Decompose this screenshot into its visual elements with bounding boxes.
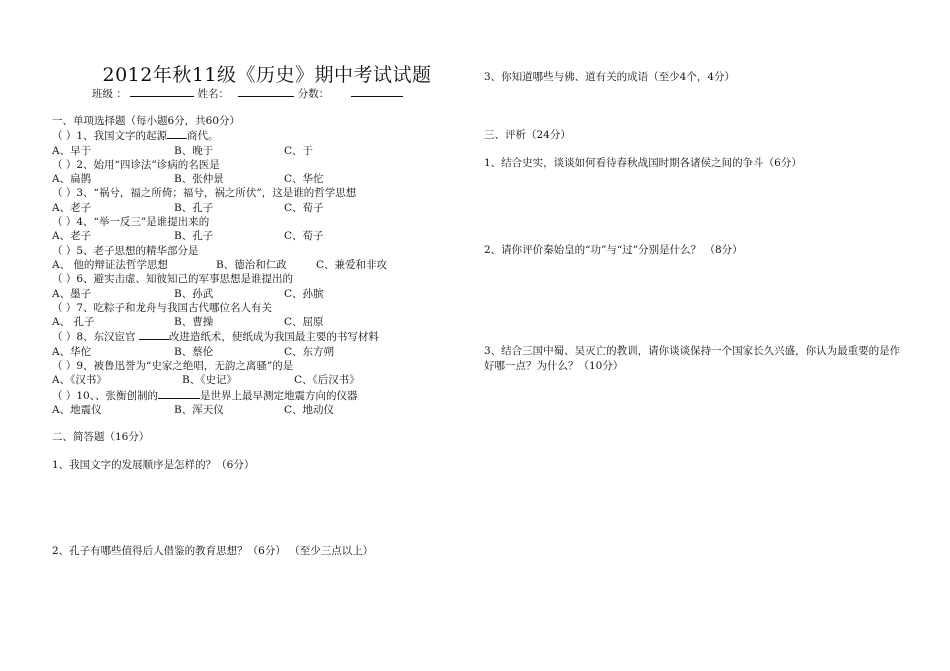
question-7-stem: （ ）7、吃粽子和龙舟与我国古代哪位名人有关 xyxy=(52,301,273,314)
question-10-stem: （ ）10、、张衡创制的 是世界上最早测定地震方向的仪器 xyxy=(52,389,358,402)
option-a[interactable]: A、《汉书》 xyxy=(52,374,107,387)
question-1-stem: （ ）1、我国文字的起源 商代。 xyxy=(52,130,219,143)
class-label: 班级 ： xyxy=(92,88,127,100)
option-b[interactable]: B、浑天仪 xyxy=(174,403,224,416)
option-a[interactable]: A、早于 xyxy=(52,144,92,157)
option-a[interactable]: A、老子 xyxy=(52,230,92,243)
score-blank[interactable] xyxy=(351,86,403,97)
question-7-options xyxy=(52,315,379,329)
student-info-line xyxy=(92,86,403,101)
option-a[interactable]: A、华佗 xyxy=(52,345,92,358)
short-answer-question-1: 1、我国文字的发展顺序是怎样的？（6分） xyxy=(52,459,255,471)
evaluation-question-2: 2、请你评价秦始皇的“功”与“过”分别是什么？ （8分） xyxy=(484,244,743,256)
question-10-options xyxy=(52,403,379,417)
option-c[interactable]: C、孙膑 xyxy=(284,287,324,300)
name-blank[interactable] xyxy=(238,86,294,97)
short-answer-question-2: 2、孔子有哪些值得后人借鉴的教育思想？（6分） （至少三点以上） xyxy=(52,545,374,557)
question-8-stem: （ ）8、东汉宦官 改进造纸术，使纸成为我国最主要的书写材料 xyxy=(52,331,379,344)
question-6-stem: （ ）6、避实击虚、知彼知己的军事思想是谁提出的 xyxy=(52,273,294,286)
section-multiple-choice xyxy=(52,114,388,417)
question-2-stem: （ ）2、始用“四诊法”诊病的名医是 xyxy=(52,158,220,171)
score-label: 分数： xyxy=(297,88,330,100)
answer-blank[interactable] xyxy=(167,128,187,139)
option-c[interactable]: C、荀子 xyxy=(284,201,324,214)
option-c[interactable]: C、兼爱和非攻 xyxy=(316,258,388,271)
answer-blank[interactable] xyxy=(158,388,200,399)
option-b[interactable]: B、德治和仁政 xyxy=(216,258,287,271)
name-label: 姓名： xyxy=(197,88,230,100)
option-b[interactable]: B、张仲景 xyxy=(174,173,224,186)
answer-blank[interactable] xyxy=(139,329,169,340)
option-a[interactable]: A、 孔子 xyxy=(52,316,95,329)
question-8-options xyxy=(52,345,379,359)
question-5-stem: （ ）5、老子思想的精华部分是 xyxy=(52,244,199,257)
section3-heading: 三、评析（24分） xyxy=(484,129,571,141)
question-5-options xyxy=(52,258,388,272)
option-b[interactable]: B、蔡伦 xyxy=(174,345,214,358)
option-a[interactable]: A、扁鹊 xyxy=(52,173,92,186)
exam-title: 2012年秋11级《历史》期中考试试题 xyxy=(102,64,432,86)
question-3-stem: （ ）3、“祸兮，福之所倚；福兮，祸之所伏”，这是谁的哲学思想 xyxy=(52,187,357,200)
option-c[interactable]: C、华佗 xyxy=(284,173,324,186)
option-c[interactable]: C、地动仪 xyxy=(284,403,335,416)
evaluation-question-3: 3、结合三国中蜀、吴灭亡的教训，请你谈谈保持一个国家长久兴盛，你认为最重要的是作好哪一点？为什么？（10分） xyxy=(484,345,901,372)
option-c[interactable]: C、于 xyxy=(284,144,314,157)
evaluation-question-1: 1、结合史实，谈谈如何看待春秋战国时期各诸侯之间的争斗（6分） xyxy=(484,157,802,169)
option-b[interactable]: B、孔子 xyxy=(174,230,214,243)
option-a[interactable]: A、老子 xyxy=(52,201,92,214)
class-blank[interactable] xyxy=(130,86,194,97)
section2-heading: 二、简答题（16分） xyxy=(52,431,150,443)
option-c[interactable]: C、东方朔 xyxy=(284,345,335,358)
option-c[interactable]: C、《后汉书》 xyxy=(294,374,360,387)
question-4-options xyxy=(52,229,379,243)
question-4-stem: （ ）4、“举一反三”是谁提出来的 xyxy=(52,216,210,229)
question-1-options xyxy=(52,144,379,158)
short-answer-question-3: 3、你知道哪些与佛、道有关的成语（至少4个，4分） xyxy=(484,71,736,83)
question-2-options xyxy=(52,172,379,186)
option-b[interactable]: B、曹操 xyxy=(174,316,214,329)
option-a[interactable]: A、墨子 xyxy=(52,287,92,300)
option-b[interactable]: B、孙武 xyxy=(174,287,214,300)
option-a[interactable]: A、地震仪 xyxy=(52,403,102,416)
option-c[interactable]: C、荀子 xyxy=(284,230,324,243)
question-6-options xyxy=(52,287,379,301)
option-c[interactable]: C、屈原 xyxy=(284,316,324,329)
question-9-stem: （ ）9、被鲁迅誉为“史家之绝唱，无韵之离骚”的是 xyxy=(52,360,294,373)
option-b[interactable]: B、《史记》 xyxy=(182,374,237,387)
section1-heading: 一、单项选择题（每小题6分，共60分） xyxy=(52,115,241,127)
option-a[interactable]: A、 他的辩证法哲学思想 xyxy=(52,258,168,271)
option-b[interactable]: B、晚于 xyxy=(174,144,214,157)
question-3-options xyxy=(52,201,379,215)
option-b[interactable]: B、孔子 xyxy=(174,201,214,214)
question-9-options xyxy=(52,373,379,387)
